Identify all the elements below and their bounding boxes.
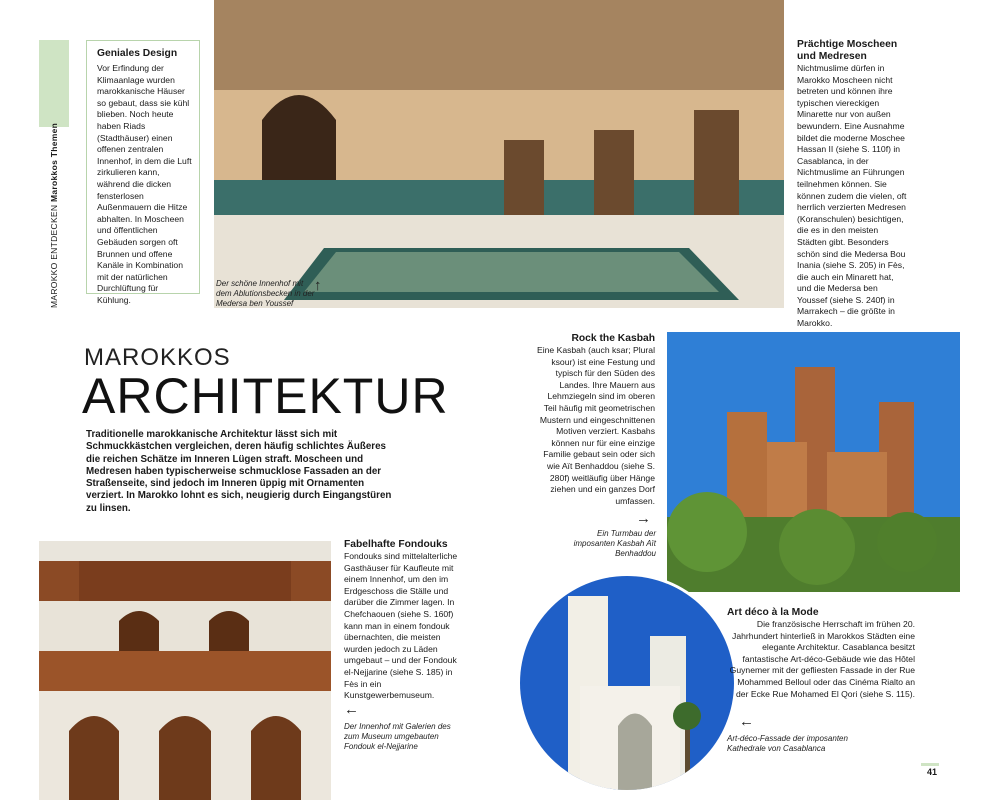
arrow-up-icon: ↑ [314,277,322,294]
page-number: 41 [927,767,938,777]
fondouk-caption: Der Innenhof mit Galerien des zum Museum umgebauten Fondouk el-Nejjarine [344,722,451,751]
page-number-marker [921,763,939,766]
mosques-section [797,39,909,330]
fondouk-photo [39,541,331,800]
kasbah-caption: Ein Turmbau der imposanten Kasbah Aït Benhaddou [573,529,656,558]
cathedral-photo [517,573,737,793]
courtyard-photo [214,0,784,308]
design-heading: Geniales Design [97,48,178,59]
page-subtitle: MAROKKOS [84,344,231,371]
fondouks-section [344,539,464,702]
fondouks-text: Fondouks sind mittelalterliche Gasthäuser für Kaufleute mit einem Innenhof, um den im Erdgeschoss die Ställe und darüber die Zimmer lagen. In Chefchaouen (siehe S. 160f) kann man in einem fondouk übernachten, die meisten wurden jedoch zu Läden umgebaut – und der Fondouk el-Nejjarine (siehe S. 185) in Fès in ein Kunstgewerbemuseum. [344,551,458,701]
arrow-left-icon: ← [739,713,754,730]
running-header [45,48,63,308]
cathedral-caption: Art-déco-Fassade der imposanten Kathedrale von Casablanca [727,734,848,753]
courtyard-caption: Der schöne Innenhof mit dem Ablutionsbecken in der Medersa ben Youssef [216,279,315,308]
kasbah-heading: Rock the Kasbah [571,333,655,344]
fondouks-heading: Fabelhafte Fondouks [344,539,448,550]
section-label: MAROKKO ENTDECKEN [49,204,59,308]
kasbah-section [537,333,655,507]
intro-text: Traditionelle marokkanische Architektur lässt sich mit Schmuckkästchen vergleichen, deren häufig schlichtes Äußeres die reichen Schätze im Inneren Lügen straft. Moscheen und Medresen haben typischerweise schmucklose Fassaden an der Straßenseite, sind jedoch im Inneren üppig mit Ornamenten verziert. In Marokko lohnt es sich, neugierig durch Eingangstüren zu linsen. [86,429,392,514]
artdeco-text: Die französische Herrschaft im frühen 20. Jahrhundert hinterließ in Marokkos Städten eine elegante Architektur. Casablanca besitzt fantastische Art-déco-Gebäude wie das Hôtel Guynemer mit der gefliesten Fassade in der Rue Mohammed Belloul oder das Cinéma Rialto an der Ecke Rue Mohamed El Qori (siehe S. 115). [729,619,915,699]
kasbah-text: Eine Kasbah (auch ksar; Plural ksour) ist eine Festung und typisch für den Süden des Landes. Ihre Mauern aus Lehmziegeln sind im oberen Teil häufig mit geometrischen Mustern und eingeschnittenen Motiven verziert. Kasbahs können nur für eine einzige Familie gebaut sein oder sich wie Aït Benhaddou (siehe S. 280f) weitläufig über Hänge ziehen und ein ganzes Dorf umfassen. [537,345,655,506]
arrow-right-icon: → [636,510,651,527]
design-text: Vor Erfindung der Klimaanlage wurden marokkanische Häuser so gebaut, dass sie kühl blieben. Noch heute haben Riads (Stadthäuser) einen offenen zentralen Innenhof, in dem die Luft zirkulieren kann, während die dicken fensterlosen Außenmauern die Hitze abhalten. In Moscheen und öffentlichen Gebäuden sorgen oft Brunnen und offene Kanäle in Kombination mit der natürlichen Durchlüftung für Kühlung. [97,63,192,305]
page-title: ARCHITEKTUR [82,368,449,424]
design-info-box [86,40,200,305]
artdeco-heading: Art déco à la Mode [727,607,819,618]
mosques-text: Nichtmuslime dürfen in Marokko Moscheen nicht betreten und können ihre typischen viereckigen Minarette nur von außen bewundern. Eine Ausnahme bildet die moderne Moschee Hassan II (siehe S. 110f) in Casablanca, in der Nichtmuslime an Führungen teilnehmen können. Sie können zudem die vielen, oft herrlich verzierten Medresen (Koranschulen) besichtigen, die es in den meisten Städten gibt. Besonders schön sind die Medersa Bou Inania (siehe S. 205) in Fès, die auch ein Minarett hat, und die Medersa ben Youssef (siehe S. 240f) in Marrakech – die größte in Marokko. [797,63,907,329]
artdeco-section [727,607,915,700]
topic-label: Marokkos Themen [49,122,59,202]
mosques-heading: Prächtige Moscheen und Medresen [797,39,898,62]
kasbah-photo [667,332,960,592]
arrow-left-icon: ← [344,701,359,718]
